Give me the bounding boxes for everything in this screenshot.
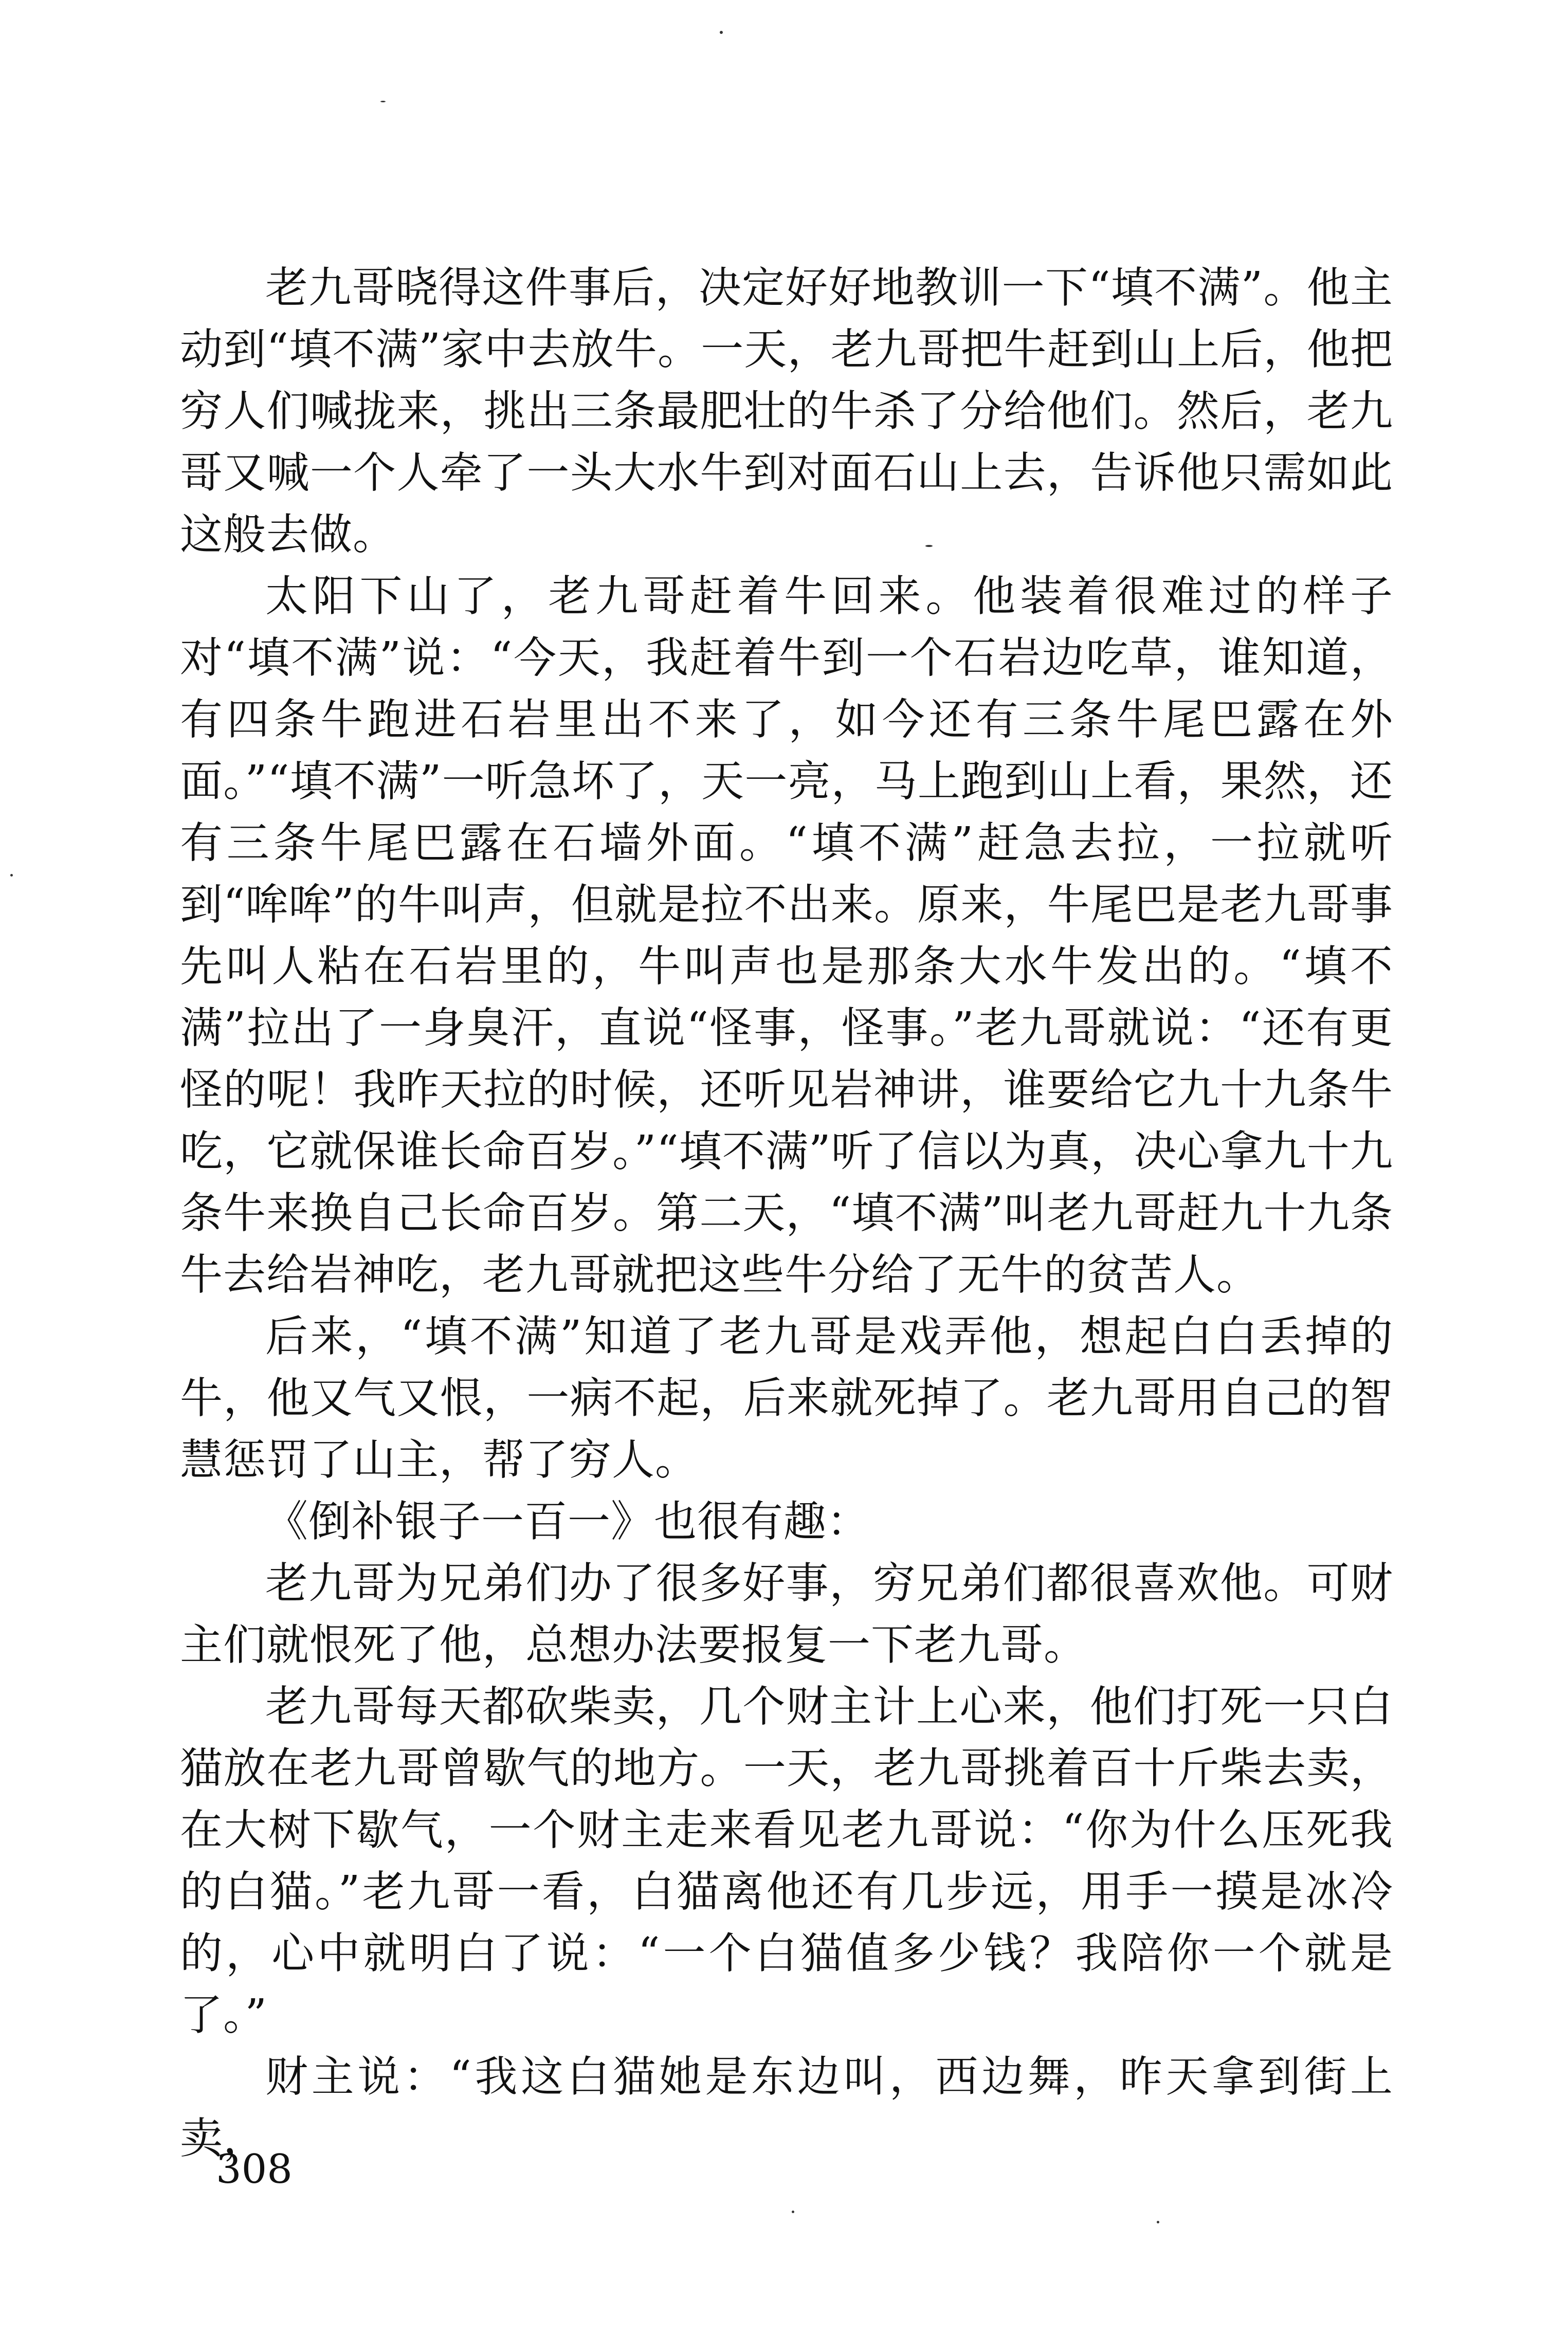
scan-speck xyxy=(10,874,13,877)
paragraph: 老九哥晓得这件事后，决定好好地教训一下“填不满”。他主动到“填不满”家中去放牛。一天，老九哥把牛赶到山上后，他把穷人们喊拢来，挑出三条最肥壮的牛杀了分给他们。然后，老九哥又喊一个人牵了一头大水牛到对面石山上去，告诉他只需如此这般去做。 xyxy=(180,263,1393,559)
page-number: 308 xyxy=(216,2146,293,2193)
body-text xyxy=(180,257,1393,2169)
paragraph: 老九哥为兄弟们办了很多好事，穷兄弟们都很喜欢他。可财主们就恨死了他，总想办法要报复一下老九哥。 xyxy=(180,1558,1393,1670)
scan-speck xyxy=(720,31,723,34)
scan-speck xyxy=(380,101,386,102)
scan-speck xyxy=(792,2211,794,2213)
scan-speck xyxy=(1157,2221,1159,2223)
paragraph: 后来，“填不满”知道了老九哥是戏弄他，想起白白丢掉的牛，他又气又恨，一病不起，后来就死掉了。老九哥用自己的智慧惩罚了山主，帮了穷人。 xyxy=(180,1311,1393,1485)
paragraph: 《倒补银子一百一》也很有趣： xyxy=(265,1496,870,1546)
paragraph: 太阳下山了，老九哥赶着牛回来。他装着很难过的样子对“填不满”说：“今天，我赶着牛到一个石岩边吃草，谁知道，有四条牛跑进石岩里出不来了，如今还有三条牛尾巴露在外面。”“填不满”一听急坏了，天一亮，马上跑到山上看，果然，还有三条牛尾巴露在石墙外面。“填不满”赶急去拉，一拉就听到“哞哞”的牛叫声，但就是拉不出来。原来，牛尾巴是老九哥事先叫人粘在石岩里的，牛叫声也是那条大水牛发出的。“填不满”拉出了一身臭汗，直说“怪事，怪事。”老九哥就说：“还有更怪的呢！我昨天拉的时候，还听见岩神讲，谁要给它九十九条牛吃，它就保谁长命百岁。”“填不满”听了信以为真，决心拿九十九条牛来换自己长命百岁。第二天，“填不满”叫老九哥赶九十九条牛去给岩神吃，老九哥就把这些牛分给了无牛的贫苦人。 xyxy=(180,571,1393,1300)
paragraph: 财主说：“我这白猫她是东边叫，西边舞，昨天拿到街上卖， xyxy=(180,2052,1393,2163)
paragraph: 老九哥每天都砍柴卖，几个财主计上心来，他们打死一只白猫放在老九哥曾歇气的地方。一天，老九哥挑着百十斤柴去卖，在大树下歇气，一个财主走来看见老九哥说：“你为什么压死我的白猫。”老九哥一看，白猫离他还有几步远，用手一摸是冰冷的，心中就明白了说：“一个白猫值多少钱？我陪你一个就是了。” xyxy=(180,1682,1393,2040)
